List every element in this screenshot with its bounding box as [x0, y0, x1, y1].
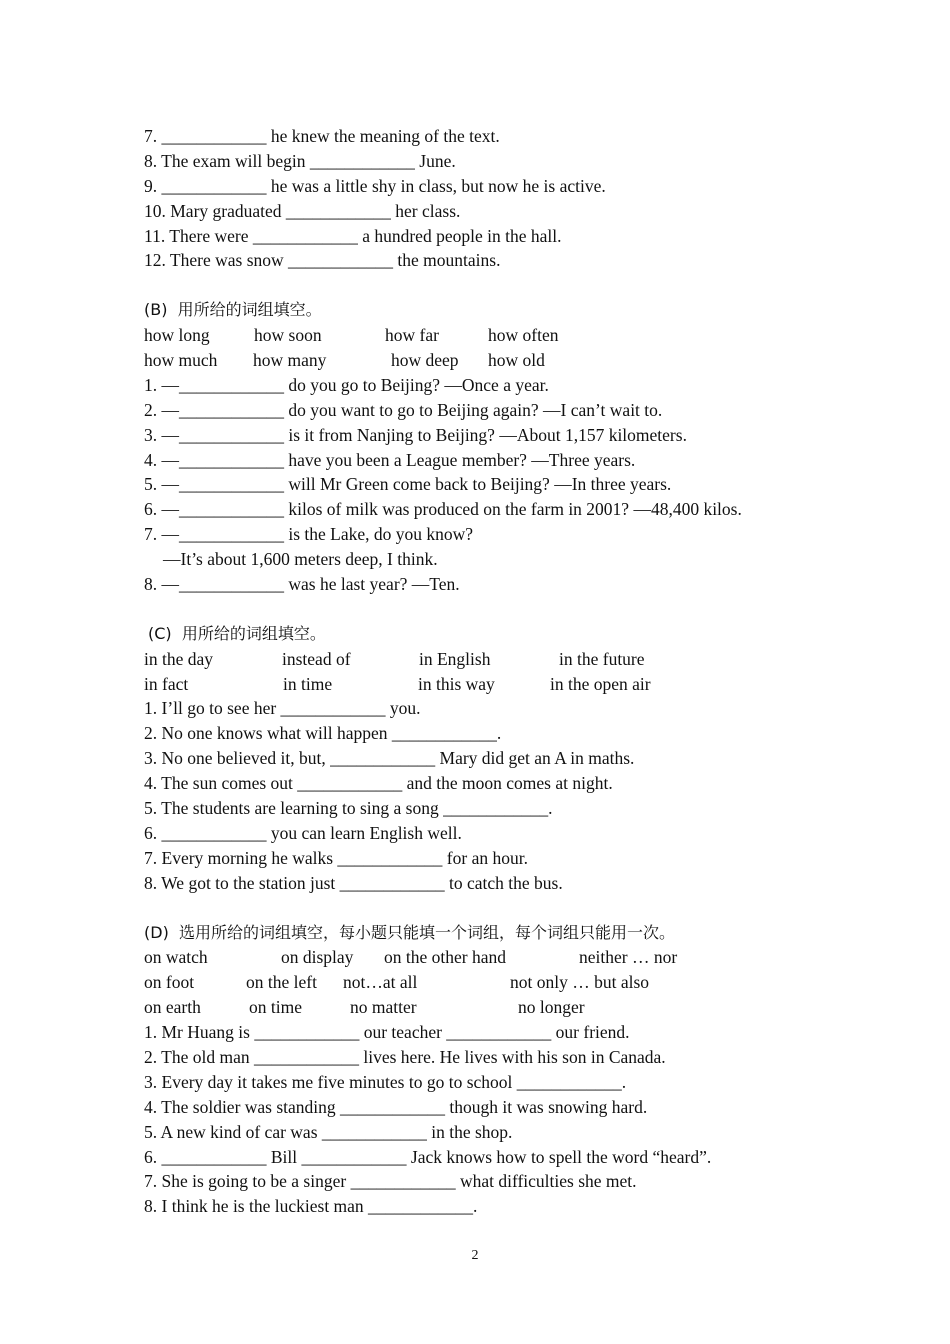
word-bank-item: instead of	[282, 648, 351, 669]
word-bank-item: in the day	[144, 648, 214, 669]
worksheet-content	[144, 124, 844, 1219]
word-bank-item: on watch	[144, 947, 208, 968]
question-line: 6. —____________ kilos of milk was produced on the farm in 2001? —48,400 kilos.	[144, 499, 742, 520]
question-line: 5. A new kind of car was ____________ in the shop.	[144, 1121, 513, 1142]
question-line: 3. No one believed it, but, ____________ Mary did get an A in maths.	[144, 748, 635, 769]
word-bank-item: in the future	[559, 648, 645, 669]
section-heading: (D) 选用所给的词组填空，每小题只能填一个词组，每个词组只能用一次。	[144, 922, 675, 942]
word-bank-item: on earth	[144, 997, 201, 1018]
question-line: 11. There were ____________ a hundred people in the hall.	[144, 225, 562, 246]
word-bank-row	[144, 323, 844, 348]
word-bank-item: in fact	[144, 673, 189, 694]
word-bank-item: no matter	[350, 997, 417, 1018]
question-line: 2. The old man ____________ lives here. He lives with his son in Canada.	[144, 1046, 666, 1067]
question-line: 4. The sun comes out ____________ and the moon comes at night.	[144, 773, 613, 794]
page-number: 2	[471, 1248, 479, 1263]
question-line: 7. She is going to be a singer ____________ what difficulties she met.	[144, 1171, 637, 1192]
question-line: 8. —____________ was he last year? —Ten.	[144, 574, 460, 595]
question-line: 3. —____________ is it from Nanjing to Beijing? —About 1,157 kilometers.	[144, 424, 687, 445]
question-line: 8. I think he is the luckiest man ____________.	[144, 1196, 478, 1217]
answer-line: —It’s about 1,600 meters deep, I think.	[163, 549, 438, 570]
word-bank-row	[144, 647, 844, 672]
word-bank-item: on display	[281, 947, 354, 968]
word-bank-item: how many	[253, 350, 327, 371]
part-d-section	[144, 921, 844, 1220]
word-bank-item: no longer	[518, 997, 585, 1018]
question-line: 1. Mr Huang is ____________ our teacher ____________ our friend.	[144, 1022, 630, 1043]
word-bank-item: on the other hand	[384, 947, 506, 968]
word-bank-item: not…at all	[343, 972, 418, 993]
question-line: 6. ____________ Bill ____________ Jack knows how to spell the word “heard”.	[144, 1146, 712, 1167]
question-line: 7. ____________ he knew the meaning of the text.	[144, 126, 500, 146]
section-gap	[144, 273, 844, 298]
word-bank-item: how often	[488, 325, 559, 346]
word-bank-item: not only … but also	[510, 972, 650, 993]
question-line: 8. The exam will begin ____________ June.	[144, 150, 456, 171]
question-line: 12. There was snow ____________ the mountains.	[144, 250, 501, 271]
word-bank-item: how soon	[254, 325, 322, 346]
word-bank-item: how far	[385, 325, 439, 346]
word-bank-row	[144, 945, 844, 970]
section-gap	[144, 896, 844, 921]
question-line: 3. Every day it takes me five minutes to go to school ____________.	[144, 1071, 627, 1092]
word-bank-item: in English	[419, 648, 491, 669]
word-bank-item: how deep	[391, 350, 459, 371]
word-bank-item: on foot	[144, 972, 195, 993]
word-bank-item: in this way	[418, 673, 495, 694]
word-bank-row	[144, 995, 844, 1020]
word-bank-item: how much	[144, 350, 218, 371]
question-line: 1. I’ll go to see her ____________ you.	[144, 698, 421, 719]
word-bank-item: neither … nor	[579, 947, 678, 968]
word-bank-row	[144, 672, 844, 697]
word-bank-item: on time	[249, 997, 302, 1018]
question-line: 5. —____________ will Mr Green come back to Beijing? —In three years.	[144, 474, 672, 495]
word-bank-item: on the left	[246, 972, 317, 993]
question-line: 4. —____________ have you been a League member? —Three years.	[144, 449, 636, 470]
word-bank-item: how old	[488, 350, 545, 371]
word-bank-item: in the open air	[550, 673, 651, 694]
part-a-questions	[144, 124, 844, 273]
part-b-section	[144, 298, 844, 597]
question-line: 6. ____________ you can learn English well.	[144, 822, 462, 843]
question-line: 4. The soldier was standing ____________ though it was snowing hard.	[144, 1096, 648, 1117]
question-line: 9. ____________ he was a little shy in class, but now he is active.	[144, 175, 606, 196]
section-gap	[144, 597, 844, 622]
word-bank-item: in time	[283, 673, 333, 694]
question-line: 1. —____________ do you go to Beijing? —Once a year.	[144, 374, 549, 395]
section-heading: (B) 用所给的词组填空。	[144, 300, 322, 320]
word-bank-row	[144, 970, 844, 995]
question-line: 10. Mary graduated ____________ her class.	[144, 200, 461, 221]
word-bank-row	[144, 348, 844, 373]
question-line: 5. The students are learning to sing a song ____________.	[144, 798, 553, 819]
question-line: 7. —____________ is the Lake, do you know?	[144, 524, 474, 545]
word-bank-item: how long	[144, 325, 210, 346]
part-c-section	[144, 622, 844, 896]
question-line: 8. We got to the station just ____________ to catch the bus.	[144, 872, 563, 893]
question-line: 2. No one knows what will happen ____________.	[144, 723, 502, 744]
question-line: 2. —____________ do you want to go to Beijing again? —I can’t wait to.	[144, 399, 663, 420]
section-heading: (C) 用所给的词组填空。	[148, 623, 326, 643]
question-line: 7. Every morning he walks ____________ for an hour.	[144, 847, 528, 868]
